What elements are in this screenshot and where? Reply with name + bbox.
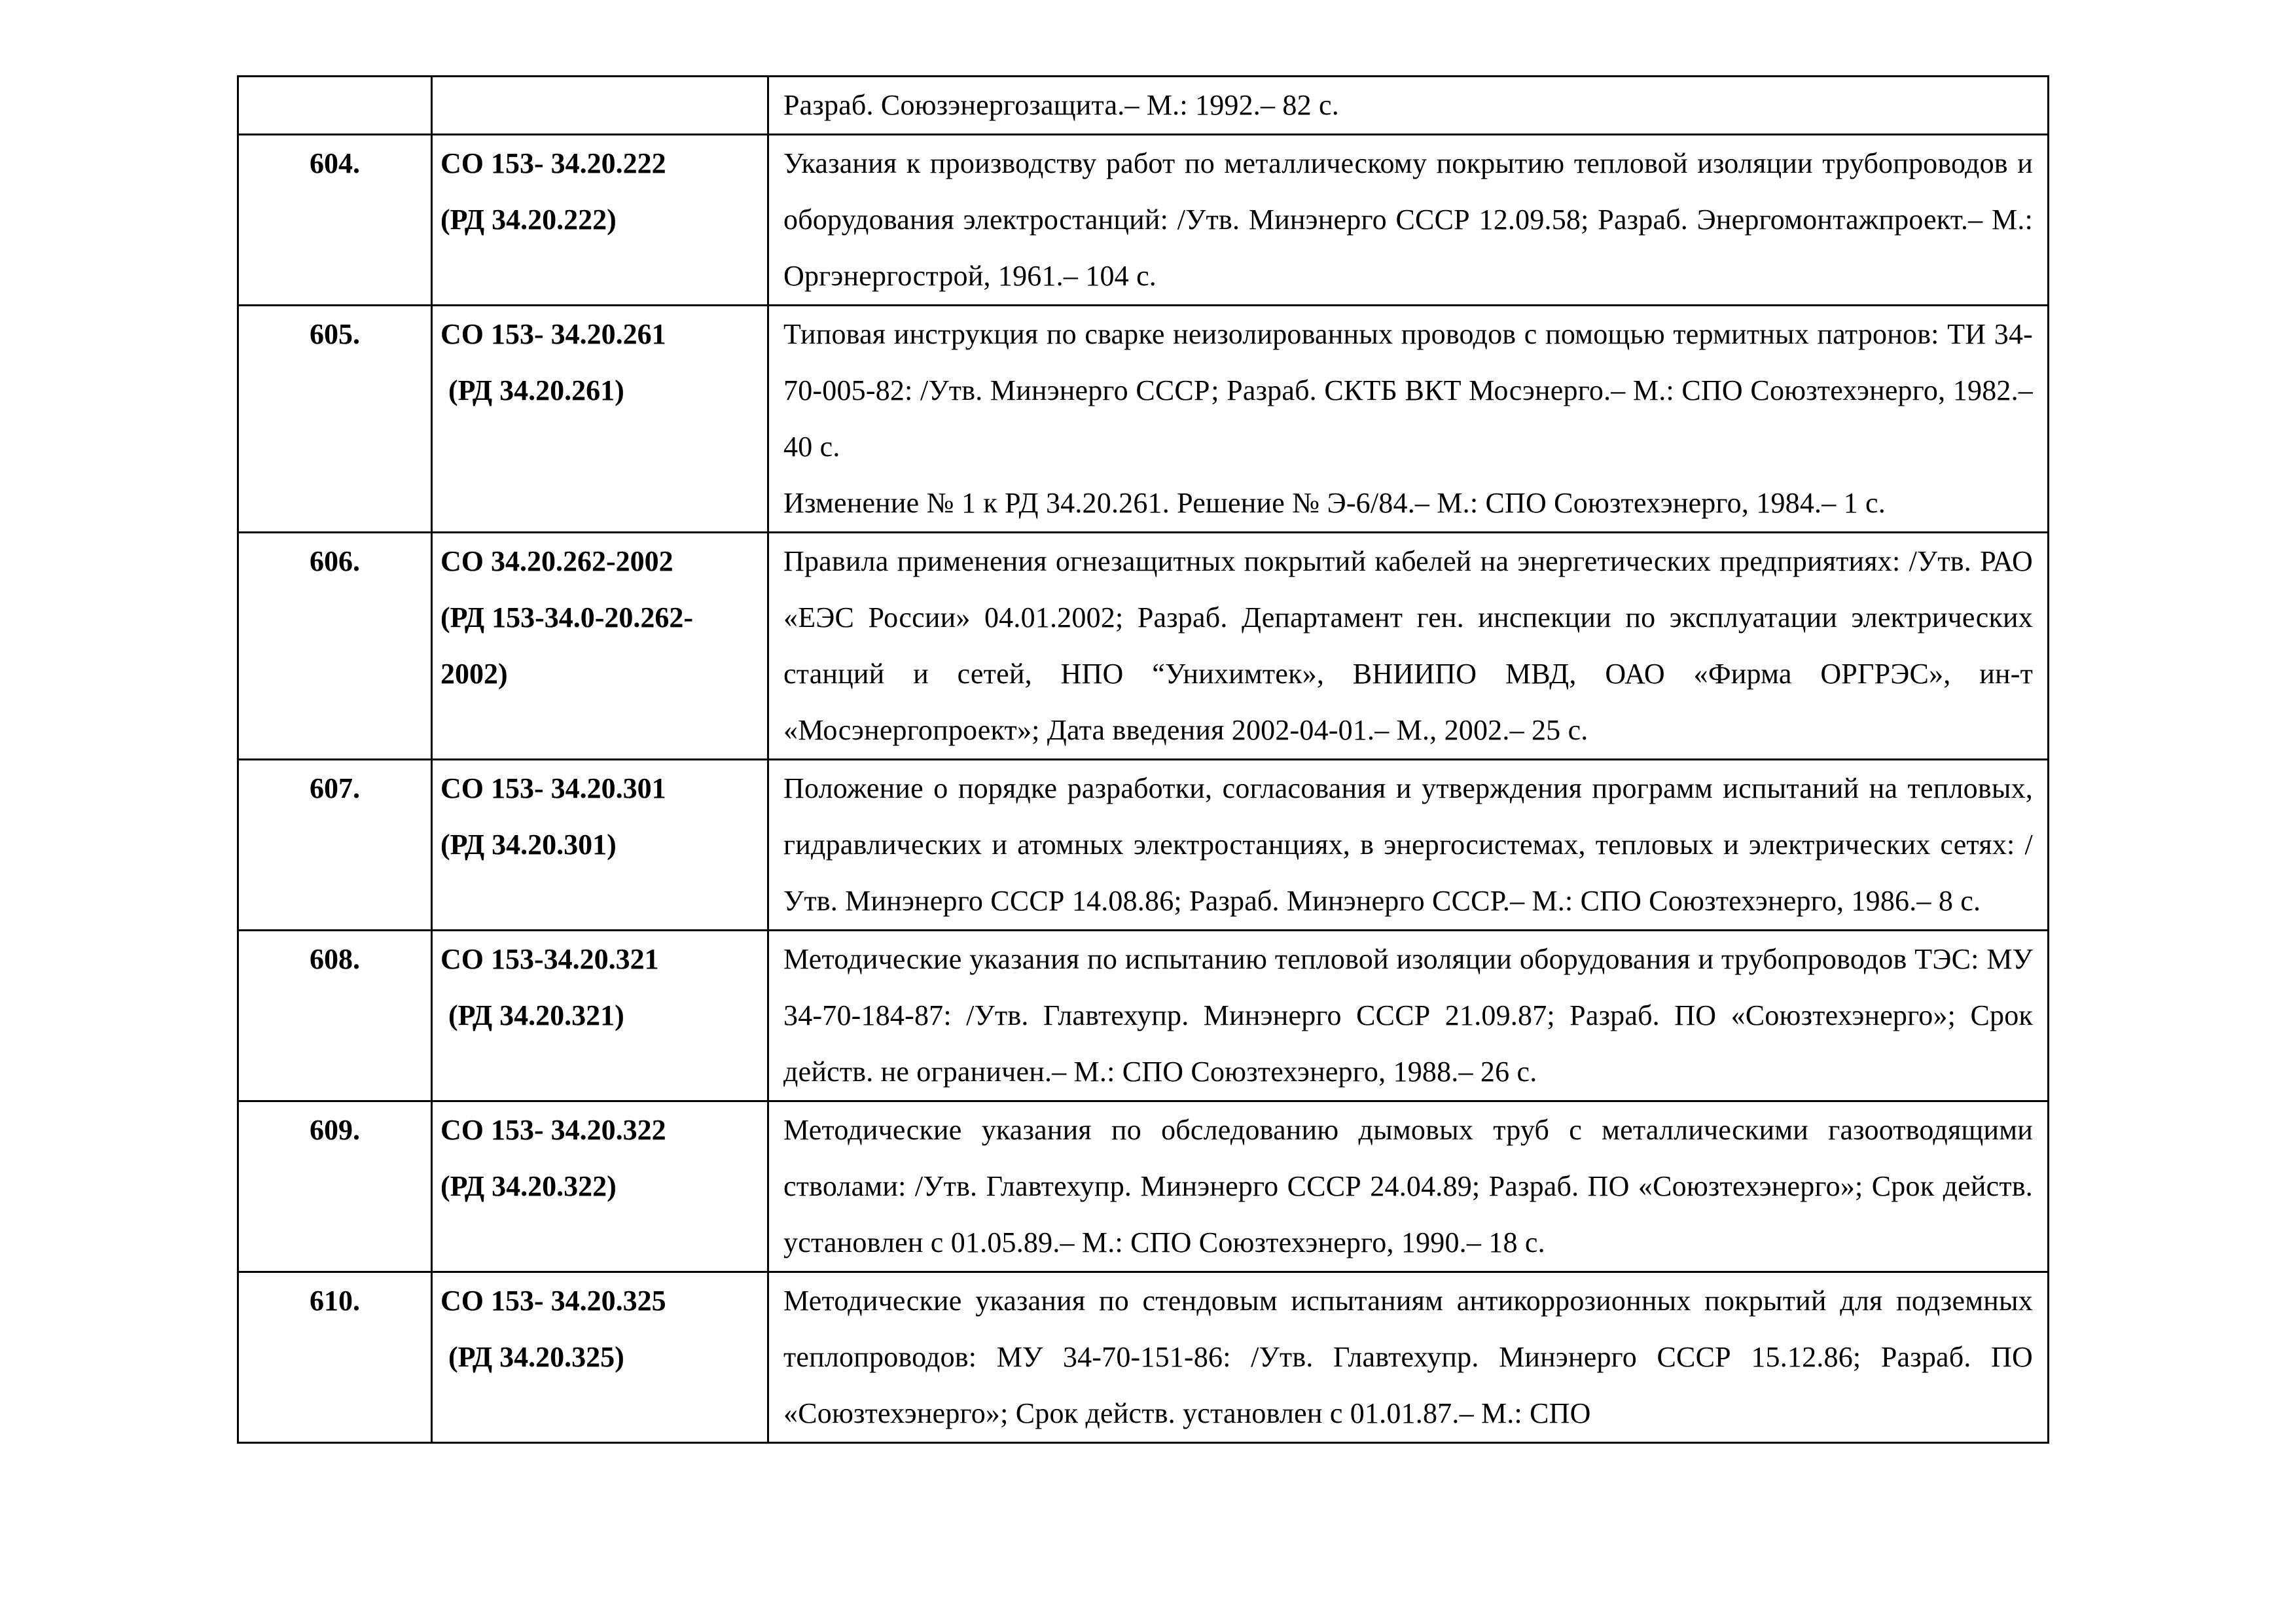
document-description <box>768 1101 2049 1272</box>
code-primary: СО 153- 34.20.222 <box>440 147 666 179</box>
document-description <box>768 77 2049 135</box>
table-row <box>238 77 2049 135</box>
description-paragraph: Правила применения огнезащитных покрытий кабелей на энергетических предприятиях: /Утв. РАО «ЕЭС России» 04.01.2002; Разраб. Департамент ген. инспекции по эксплуатации электрических станций и сетей, НПО “Унихимтек», ВНИИПО МВД, ОАО «Фирма ОРГРЭС», ин-т «Мосэнергопроект»; Дата введения 2002-04-01.– М., 2002.– 25 с. <box>783 545 2033 746</box>
row-number: 610. <box>238 1272 432 1443</box>
document-code <box>432 931 768 1101</box>
code-primary: СО 153- 34.20.261 <box>440 318 666 350</box>
code-primary: СО 153-34.20.321 <box>440 943 659 975</box>
code-primary: СО 153- 34.20.325 <box>440 1285 666 1317</box>
row-number: 607. <box>238 760 432 931</box>
table-row <box>238 1101 2049 1272</box>
document-description <box>768 306 2049 533</box>
document-code <box>432 77 768 135</box>
row-number: 608. <box>238 931 432 1101</box>
code-primary: СО 153- 34.20.322 <box>440 1114 666 1146</box>
code-secondary: (РД 34.20.261) <box>448 374 624 406</box>
table-row <box>238 760 2049 931</box>
document-description <box>768 760 2049 931</box>
document-description <box>768 931 2049 1101</box>
row-number: 604. <box>238 135 432 306</box>
document-description <box>768 533 2049 760</box>
description-paragraph: Методические указания по стендовым испытаниям антикоррозионных покрытий для подземных теплопроводов: МУ 34-70-151-86: /Утв. Главтехупр. Минэнерго СССР 15.12.86; Разраб. ПО «Союзтехэнерго»; Срок действ. установлен с 01.01.87.– М.: СПО <box>783 1285 2033 1429</box>
document-code <box>432 306 768 533</box>
description-paragraph: Методические указания по обследованию дымовых труб с металлическими газоотводящими стволами: /Утв. Главтехупр. Минэнерго СССР 24.04.89; Разраб. ПО «Союзтехэнерго»; Срок действ. установлен с 01.05.89.– М.: СПО Союзтехэнерго, 1990.– 18 с. <box>783 1114 2033 1258</box>
table-row <box>238 1272 2049 1443</box>
code-secondary: (РД 34.20.325) <box>448 1341 624 1373</box>
code-secondary-cont: 2002) <box>440 658 508 690</box>
description-paragraph: Разраб. Союзэнергозащита.– М.: 1992.– 82 с. <box>783 89 1339 121</box>
document-code <box>432 760 768 931</box>
row-number: 609. <box>238 1101 432 1272</box>
table-row <box>238 306 2049 533</box>
code-secondary: (РД 153-34.0-20.262- <box>440 601 694 633</box>
table-row <box>238 533 2049 760</box>
table-row <box>238 931 2049 1101</box>
description-paragraph: Положение о порядке разработки, согласования и утверждения программ испытаний на тепловых, гидравлических и атомных электростанциях, в энергосистемах, тепловых и электрических сетях: /Утв. Минэнерго СССР 14.08.86; Разраб. Минэнерго СССР.– М.: СПО Союзтехэнерго, 1986.– 8 с. <box>783 772 2033 917</box>
amendment-paragraph: Изменение № 1 к РД 34.20.261. Решение № Э-6/84.– М.: СПО Союзтехэнерго, 1984.– 1 с. <box>783 487 1886 519</box>
document-code <box>432 533 768 760</box>
document-description <box>768 135 2049 306</box>
code-secondary: (РД 34.20.222) <box>440 204 617 236</box>
row-number: 606. <box>238 533 432 760</box>
row-number <box>238 77 432 135</box>
row-number: 605. <box>238 306 432 533</box>
code-primary: СО 34.20.262-2002 <box>440 545 673 577</box>
table-row <box>238 135 2049 306</box>
description-paragraph: Указания к производству работ по металлическому покрытию тепловой изоляции трубопроводов и оборудования электростанций: /Утв. Минэнерго СССР 12.09.58; Разраб. Энергомонтажпроект.– М.: Оргэнергострой, 1961.– 104 с. <box>783 147 2033 292</box>
document-code <box>432 1101 768 1272</box>
standards-table <box>237 75 2049 1444</box>
document-code <box>432 1272 768 1443</box>
document-code <box>432 135 768 306</box>
code-secondary: (РД 34.20.322) <box>440 1170 617 1202</box>
description-paragraph: Типовая инструкция по сварке неизолированных проводов с помощью термитных патронов: ТИ 34-70-005-82: /Утв. Минэнерго СССР; Разраб. СКТБ ВКТ Мосэнерго.– М.: СПО Союзтехэнерго, 1982.– 40 с. <box>783 318 2033 463</box>
code-secondary: (РД 34.20.301) <box>440 829 617 861</box>
code-secondary: (РД 34.20.321) <box>448 999 624 1031</box>
document-description <box>768 1272 2049 1443</box>
description-paragraph: Методические указания по испытанию тепловой изоляции оборудования и трубопроводов ТЭС: МУ 34-70-184-87: /Утв. Главтехупр. Минэнерго СССР 21.09.87; Разраб. ПО «Союзтехэнерго»; Срок действ. не ограничен.– М.: СПО Союзтехэнерго, 1988.– 26 с. <box>783 943 2033 1088</box>
code-primary: СО 153- 34.20.301 <box>440 772 666 804</box>
